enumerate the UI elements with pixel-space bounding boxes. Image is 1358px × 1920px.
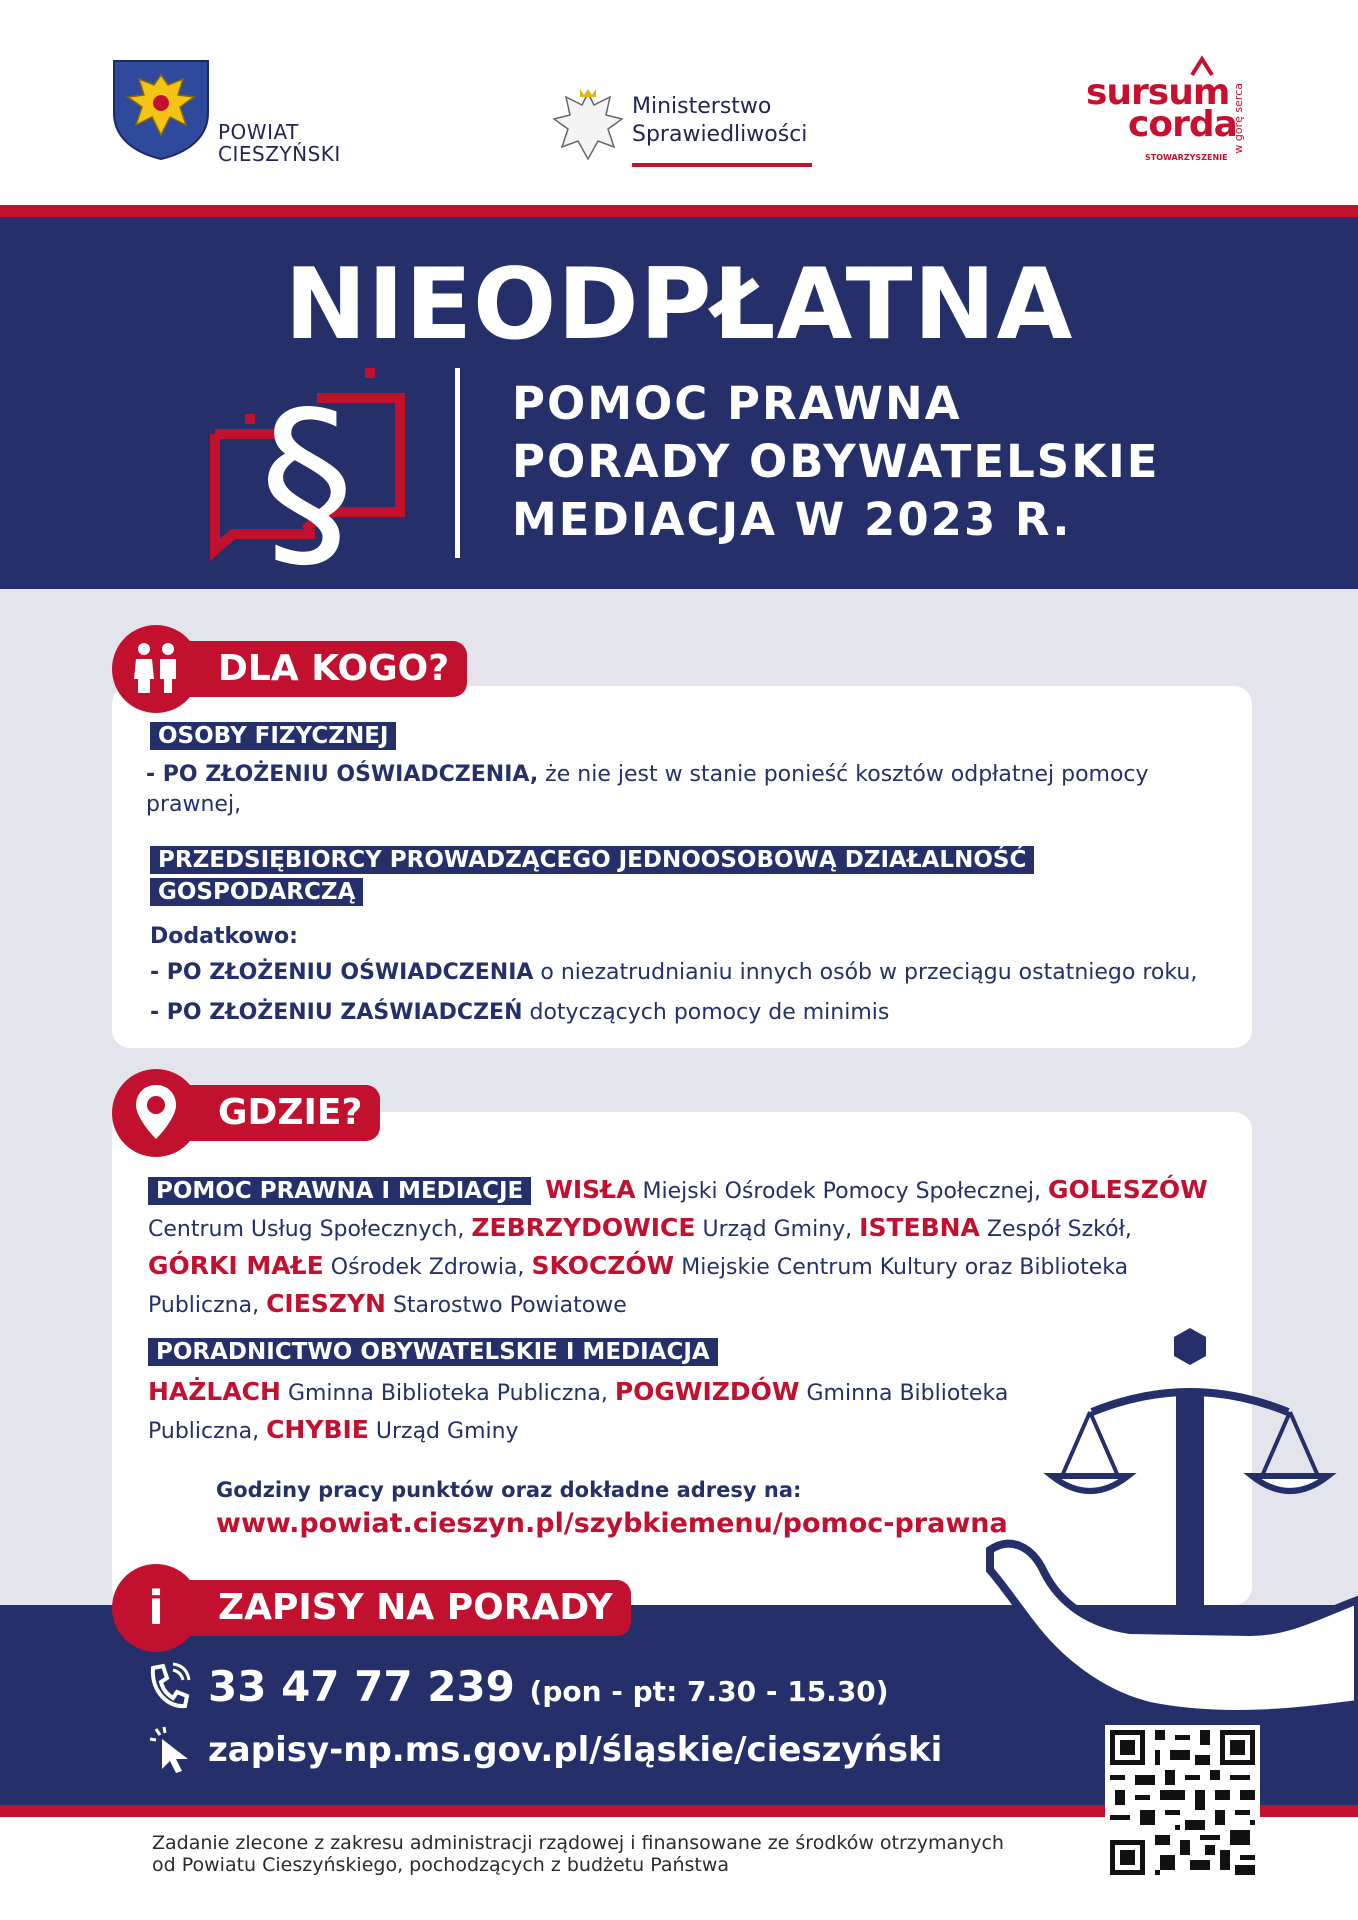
banner-subtitle (512, 375, 1160, 549)
line2-bold: - PO ZŁOŻENIU OŚWIADCZENIA (150, 960, 534, 985)
people-circle (112, 625, 200, 713)
heading-zapisy: ZAPISY NA PORADY (160, 1580, 631, 1636)
footer-line-1: Zadanie zlecone z zakresu administracji rządowej i finansowane ze środków otrzymanych (152, 1832, 1004, 1854)
registration-link[interactable]: zapisy-np.ms.gov.pl/śląskie/cieszyński (208, 1730, 943, 1770)
city-istebna: ISTEBNA (859, 1213, 980, 1242)
subtitle-line-2: PORADY OBYWATELSKIE (512, 435, 1160, 488)
logo-ministry-line2: Sprawiedliwości (632, 122, 808, 147)
line3-rest: dotyczących pomocy de minimis (522, 1000, 890, 1025)
place-zebrzydowice: Urząd Gminy, (695, 1217, 860, 1242)
banner-divider (455, 368, 460, 558)
phone-number[interactable]: 33 47 77 239 (208, 1662, 515, 1711)
scale-in-hand-icon (980, 1310, 1358, 1730)
location-circle (112, 1069, 200, 1157)
logo-sursum-sub: STOWARZYSZENIE (1145, 153, 1228, 162)
place-gorki-male: Ośrodek Zdrowia, (323, 1255, 532, 1280)
phone-hours: (pon - pt: 7.30 - 15.30) (529, 1675, 889, 1708)
hours-label: Godziny pracy punktów oraz dokładne adresy na: (216, 1478, 802, 1502)
place-wisla: Miejski Ośrodek Pomocy Społecznej, (635, 1179, 1048, 1204)
line1-rest: że nie jest w stanie ponieść kosztów odpłatnej pomocy prawnej, (146, 762, 1149, 817)
dodatkowo-label: Dodatkowo: (150, 924, 298, 949)
place-cieszyn: Starostwo Powiatowe (385, 1293, 627, 1318)
qr-code[interactable] (1105, 1725, 1260, 1880)
tag-osoby-fizycznej: OSOBY FIZYCZNEJ (150, 722, 396, 750)
logo-powiat-cieszynski (108, 55, 341, 175)
place-chybie: Urząd Gminy (368, 1419, 519, 1444)
phone-icon (145, 1662, 191, 1712)
banner-top-line (0, 205, 1358, 217)
phone-row (208, 1662, 889, 1717)
logo-ministry-line1: Ministerstwo (632, 94, 772, 119)
logo-ministerstwo (550, 85, 830, 175)
page-title: NIEODPŁATNA (284, 248, 1074, 362)
heading-dla-kogo: DLA KOGO? (160, 641, 467, 697)
city-wisla: WISŁA (545, 1175, 636, 1204)
city-chybie: CHYBIE (266, 1415, 369, 1444)
dla-kogo-line-2 (150, 958, 1197, 988)
place-pogwizdow: Gminna Biblioteka Publiczna, (148, 1381, 1009, 1444)
place-istebna: Zespół Szkół, (979, 1217, 1132, 1242)
line2-rest: o niezatrudnianiu innych osób w przeciągu ostatniego roku, (533, 960, 1198, 985)
card-dla-kogo (112, 686, 1252, 1048)
subtitle-line-3: MEDIACJA W 2023 R. (512, 493, 1072, 546)
location-pin-icon (112, 1069, 200, 1157)
heading-gdzie: GDZIE? (160, 1085, 380, 1141)
logo-powiat-line1: POWIAT (218, 120, 299, 144)
paragraph-speech-bubbles-icon (205, 362, 410, 577)
people-icon (112, 625, 200, 713)
footer-note (152, 1832, 1082, 1876)
city-gorki-male: GÓRKI MAŁE (148, 1251, 324, 1280)
footer-line-2: od Powiatu Cieszyńskiego, pochodzących z budżetu Państwa (152, 1854, 730, 1876)
coat-of-arms-icon (108, 55, 214, 161)
city-skoczow: SKOCZÓW (531, 1251, 675, 1280)
logo-powiat-line2: CIESZYŃSKI (218, 142, 341, 166)
city-zebrzydowice: ZEBRZYDOWICE (471, 1213, 696, 1242)
city-hazlach: HAŻLACH (148, 1377, 281, 1406)
line1-bold: - PO ZŁOŻENIU OŚWIADCZENIA, (146, 762, 539, 787)
gdzie-paragraph-1 (148, 1172, 1228, 1324)
tag-przedsiebiorcy: PRZEDSIĘBIORCY PROWADZĄCEGO JEDNOOSOBOWĄ DZIAŁALNOŚĆ (150, 846, 1034, 874)
svg-text:§: § (259, 371, 355, 577)
ministry-underline (632, 163, 812, 167)
place-hazlach: Gminna Biblioteka Publiczna, (280, 1381, 615, 1406)
city-cieszyn: CIESZYN (266, 1289, 386, 1318)
tag-pomoc-prawna-mediacje: POMOC PRAWNA I MEDIACJE (148, 1177, 531, 1205)
logo-sursum-side: w górę serca (1232, 83, 1245, 154)
subtitle-line-1: POMOC PRAWNA (512, 377, 962, 430)
dla-kogo-line-1 (146, 760, 1216, 820)
place-skoczow: Miejskie Centrum Kultury oraz Biblioteka Publiczna, (148, 1255, 1129, 1318)
info-url-link[interactable]: www.powiat.cieszyn.pl/szybkiemenu/pomoc-prawna (216, 1508, 1008, 1539)
place-goleszow: Centrum Usług Społecznych, (148, 1217, 472, 1242)
tag-gospodarcza: GOSPODARCZĄ (150, 878, 363, 906)
eagle-icon (550, 85, 626, 165)
cursor-click-icon (148, 1725, 194, 1775)
line3-bold: - PO ZŁOŻENIU ZAŚWIADCZEŃ (150, 1000, 523, 1025)
info-circle-icon: i (112, 1564, 200, 1652)
city-goleszow: GOLESZÓW (1047, 1175, 1208, 1204)
logo-sursum-word1: sursum (1086, 72, 1230, 113)
logo-sursum-word2: corda (1128, 104, 1237, 145)
city-pogwizdow: POGWIZDÓW (614, 1377, 800, 1406)
tag-poradnictwo: PORADNICTWO OBYWATELSKIE I MEDIACJA (148, 1338, 718, 1366)
qr-code-icon (1105, 1725, 1260, 1880)
dla-kogo-line-3 (150, 998, 889, 1028)
gdzie-paragraph-2 (148, 1374, 1048, 1450)
logo-sursum-corda (1080, 55, 1270, 175)
